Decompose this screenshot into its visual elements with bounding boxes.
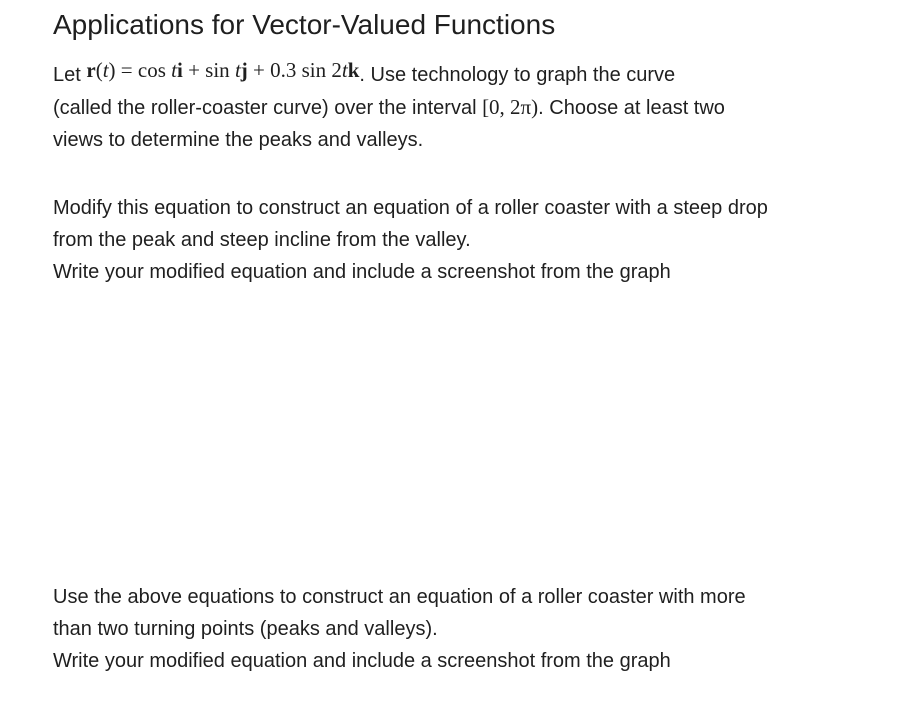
construct-line-1: Use the above equations to construct an equation of a roller coaster with more — [53, 586, 746, 608]
modify-line-1: Modify this equation to construct an equation of a roller coaster with a steep drop — [53, 197, 768, 219]
intro-line-2 — [53, 91, 898, 124]
page-title: Applications for Vector-Valued Functions — [53, 9, 556, 40]
construct-instructions-paragraph — [53, 581, 898, 677]
modify-instructions-paragraph — [53, 192, 898, 288]
eq-i: i — [176, 58, 183, 82]
eq-plus-coef: + 0.3 sin 2 — [247, 58, 342, 82]
eq-t: t — [102, 58, 109, 82]
intro-line-2a: (called the roller-coaster curve) over the interval — [53, 97, 483, 119]
modify-line-3: Write your modified equation and include a screenshot from the graph — [53, 261, 671, 283]
let-label: Let — [53, 64, 81, 86]
eq-r: r — [86, 58, 96, 82]
eq-j: j — [240, 58, 248, 82]
modify-line-2: from the peak and steep incline from the valley. — [53, 229, 471, 251]
eq-t1: t — [171, 58, 177, 82]
intro-after-equation: . Use technology to graph the curve — [359, 64, 676, 86]
interval-math: [0, 2π) — [482, 95, 539, 119]
eq-t2: t — [234, 58, 241, 82]
eq-plus-sin: + sin — [182, 58, 235, 82]
intro-line-1 — [53, 58, 898, 91]
construct-line-3: Write your modified equation and include a screenshot from the graph — [53, 650, 671, 672]
problem-intro-paragraph — [53, 58, 898, 156]
construct-line-2: than two turning points (peaks and valleys). — [53, 618, 438, 640]
intro-line-2b: . Choose at least two — [538, 97, 725, 119]
eq-equals-cos: ) = cos — [108, 58, 172, 82]
eq-paren-open: ( — [95, 58, 103, 82]
eq-k: k — [347, 58, 360, 82]
eq-t3: t — [341, 58, 348, 82]
intro-line-3: views to determine the peaks and valleys. — [53, 129, 424, 151]
vector-equation — [86, 54, 359, 87]
